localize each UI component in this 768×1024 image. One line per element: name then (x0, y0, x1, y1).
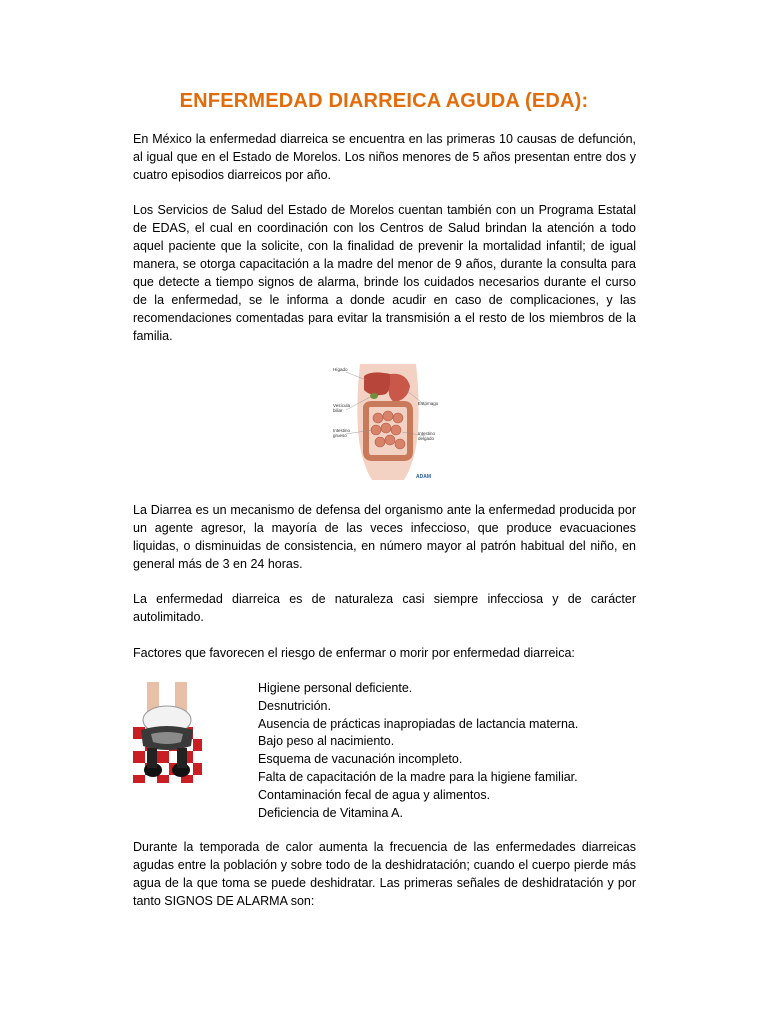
risk-factor-item: Esquema de vacunación incompleto. (258, 752, 463, 767)
label-stomach: Estómago (418, 401, 439, 406)
risk-factor-item: Contaminación fecal de agua y alimentos. (258, 787, 491, 802)
risk-factor-item: Falta de capacitación de la madre para la higiene familiar. (258, 769, 578, 784)
risk-factor-item: Bajo peso al nacimiento. (258, 734, 395, 749)
label-large-intestine-1: Intestino (418, 431, 436, 436)
risk-factor-item: Ausencia de prácticas inapropiadas de lactancia materna. (258, 716, 579, 731)
label-large-intestine-2: delgado (418, 436, 435, 441)
paragraph-risk-factors-intro: Factores que favorecen el riesgo de enfermar o morir por enfermedad diarreica: (133, 646, 575, 660)
label-liver: Hígado (333, 367, 348, 372)
label-small-intestine-1: Intestino (333, 428, 351, 433)
paragraph-infectious-nature: La enfermedad diarreica es de naturaleza casi siempre infecciosa y de carácter autolimitado. (133, 592, 636, 624)
label-credit: ADAM (416, 474, 431, 480)
label-gallbladder-2: biliar (333, 408, 343, 413)
paragraph-dehydration-alarm: Durante la temporada de calor aumenta la frecuencia de las enfermedades diarreicas agudas entre la población y sobre todo de la deshidratación; cuando el cuerpo pierde más agua de la que toma se puede deshidratar. Las primeras señales de deshidratación y por tanto SIGNOS DE ALARMA son: (133, 840, 636, 908)
label-small-intestine-2: grueso (333, 433, 347, 438)
paragraph-diarrhea-definition: La Diarrea es un mecanismo de defensa del organismo ante la enfermedad producida por un agente agresor, la mayoría de las veces infeccioso, que produce evacuaciones liquidas, o disminuidas de consistencia, en número mayor al patrón habitual del niño, en general más de 3 en 24 horas. (133, 503, 636, 571)
label-gallbladder-1: Vesícula (333, 403, 351, 408)
toilet-photo (133, 682, 202, 783)
risk-factors-list (258, 680, 578, 822)
risk-factor-item: Deficiencia de Vitamina A. (258, 805, 403, 820)
digestive-system-illustration (332, 360, 440, 482)
paragraph-mexico-causes: En México la enfermedad diarreica se encuentra en las primeras 10 causas de defunción, al igual que en el Estado de Morelos. Los niños menores de 5 años presentan entre dos y cuatro episodios diarreicos por año. (133, 132, 636, 182)
risk-factor-item: Higiene personal deficiente. (258, 681, 413, 695)
document-title: ENFERMEDAD DIARREICA AGUDA (EDA): (179, 90, 589, 112)
risk-factor-item: Desnutrición. (258, 698, 331, 713)
paragraph-health-services: Los Servicios de Salud del Estado de Morelos cuentan también con un Programa Estatal de EDAS, el cual en coordinación con los Centros de Salud brindan la atención a todo aquel paciente que la solicite, con la finalidad de prevenir la mortalidad infantil; de igual manera, se otorga capacitación a la madre del menor de 9 años, durante la consulta para que detecte a tiempo signos de alarma, brinde los cuidados necesarios durante el curso de la enfermedad, se le informa a donde acudir en caso de complicaciones, y las recomendaciones comentadas para evitar la transmisión a el resto de los miembros de la familia. (133, 203, 636, 343)
